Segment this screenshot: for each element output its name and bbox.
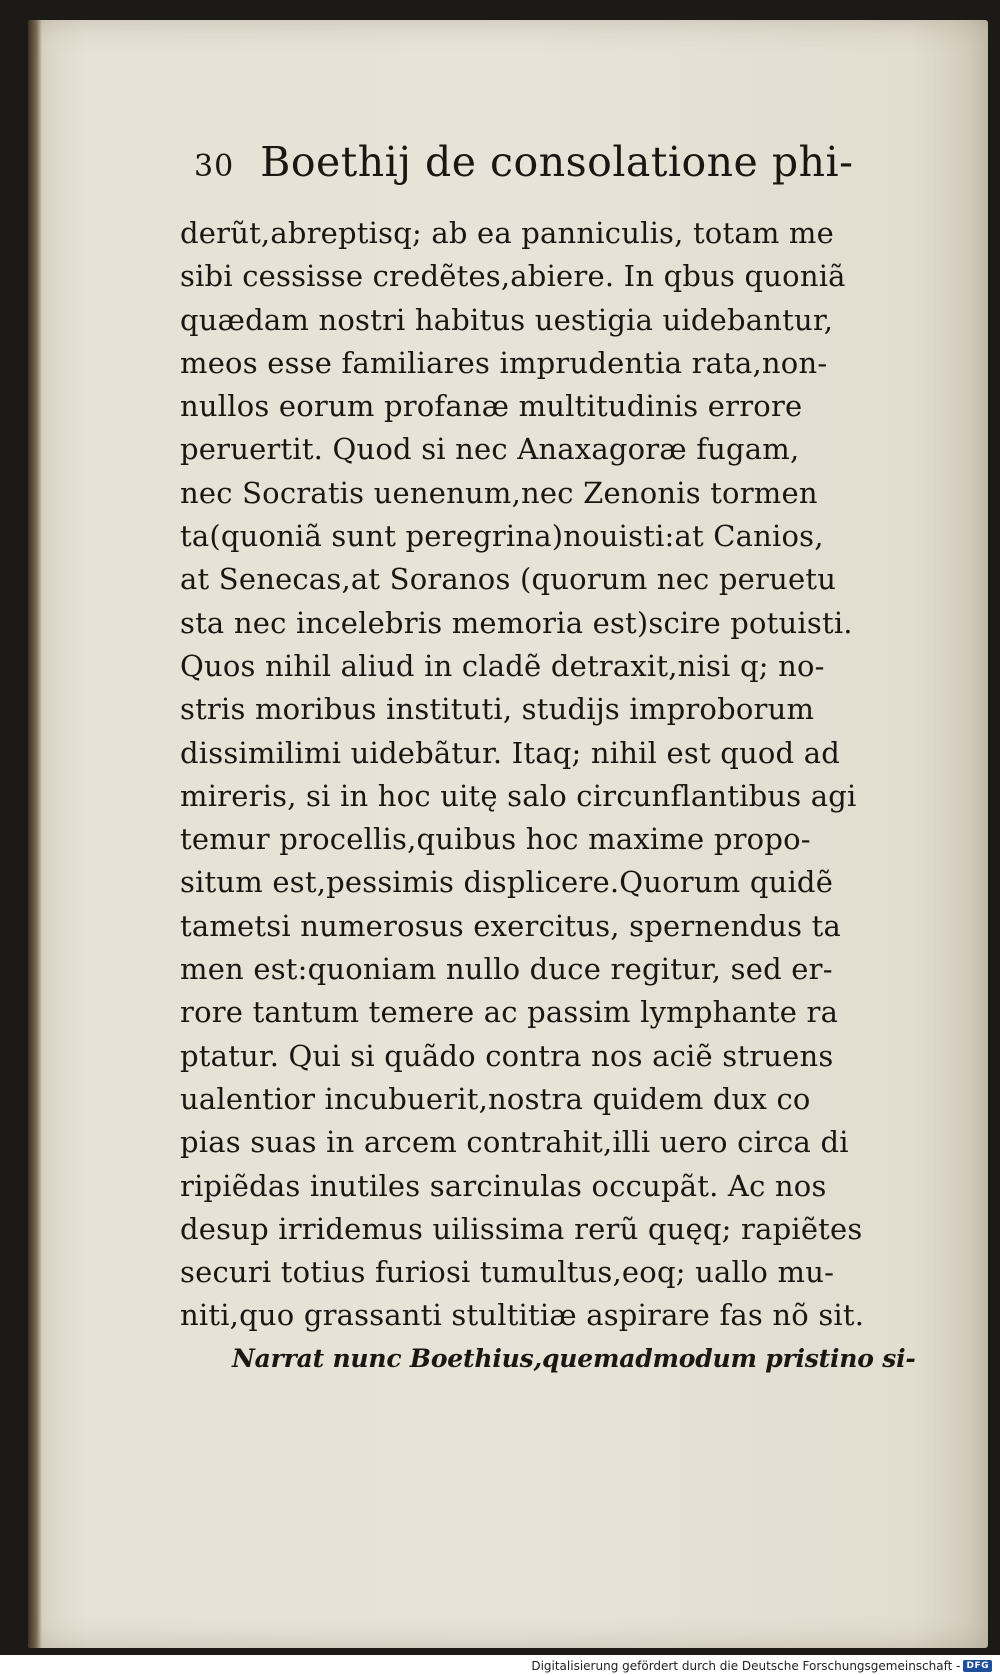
text-line: temur procellis,quibus hoc maxime propo- (180, 822, 811, 857)
text-line: stris moribus instituti, studijs improborum (180, 692, 815, 727)
text-line: rore tantum temere ac passim lymphante ra (180, 995, 839, 1030)
text-line: sibi cessisse credẽtes,abiere. In qbus quoniã (180, 259, 846, 294)
text-line: sta nec incelebris memoria est)scire potuisti. (180, 605, 853, 640)
text-line: ripiẽdas inutiles sarcinulas occupãt. Ac nos (180, 1168, 827, 1203)
running-head: Boethij de consolatione phi- (260, 138, 854, 186)
text-line: at Senecas,at Soranos (quorum nec peruetu (180, 562, 837, 597)
text-line: mireris, si in hoc uitę salo circunflantibus agi (180, 778, 857, 813)
text-line: securi totius furiosi tumultus,eoq; uallo mu- (180, 1255, 835, 1290)
page-binding-edge (28, 20, 42, 1648)
dfg-logo-icon: DFG (963, 1660, 992, 1672)
text-line: meos esse familiares imprudentia rata,non- (180, 345, 828, 380)
text-line: ptatur. Qui si quãdo contra nos aciẽ struens (180, 1038, 834, 1073)
text-line: nec Socratis uenenum,nec Zenonis tormen (180, 475, 818, 510)
page-header (194, 138, 920, 208)
text-line: ualentior incubuerit,nostra quidem dux co (180, 1081, 811, 1116)
text-line: men est:quoniam nullo duce regitur, sed er- (180, 952, 833, 987)
text-line: dissimilimi uidebãtur. Itaq; nihil est quod ad (180, 735, 840, 770)
text-line: desup irridemus uilissima rerũ quęq; rapiẽtes (180, 1211, 863, 1246)
digitization-credit (531, 1656, 992, 1675)
text-line: situm est,pessimis displicere.Quorum quidẽ (180, 865, 834, 900)
gothic-rubric-line: Narrat nunc Boethius,quemadmodum pristino si- (232, 1343, 916, 1373)
text-line: peruertit. Quod si nec Anaxagoræ fugam, (180, 432, 800, 467)
text-line: ta(quoniã sunt peregrina)nouisti:at Canios, (180, 519, 824, 554)
text-line: derũt,abreptisq; ab ea panniculis, totam me (180, 216, 834, 250)
text-line: Quos nihil aliud in cladẽ detraxit,nisi q; no- (180, 648, 825, 683)
text-line: quædam nostri habitus uestigia uidebantur, (180, 302, 834, 337)
text-line: pias suas in arcem contrahit,illi uero circa di (180, 1125, 849, 1160)
text-line: niti,quo grassanti stultitiæ aspirare fas nõ sit. (180, 1298, 865, 1333)
credit-text: Digitalisierung gefördert durch die Deutsche Forschungsgemeinschaft - (531, 1658, 961, 1673)
text-line: tametsi numerosus exercitus, spernendus ta (180, 908, 842, 943)
page-number: 30 (194, 149, 235, 184)
text-line: nullos eorum profanæ multitudinis errore (180, 389, 803, 424)
page-text-block (180, 138, 920, 1373)
body-text (180, 212, 920, 1338)
